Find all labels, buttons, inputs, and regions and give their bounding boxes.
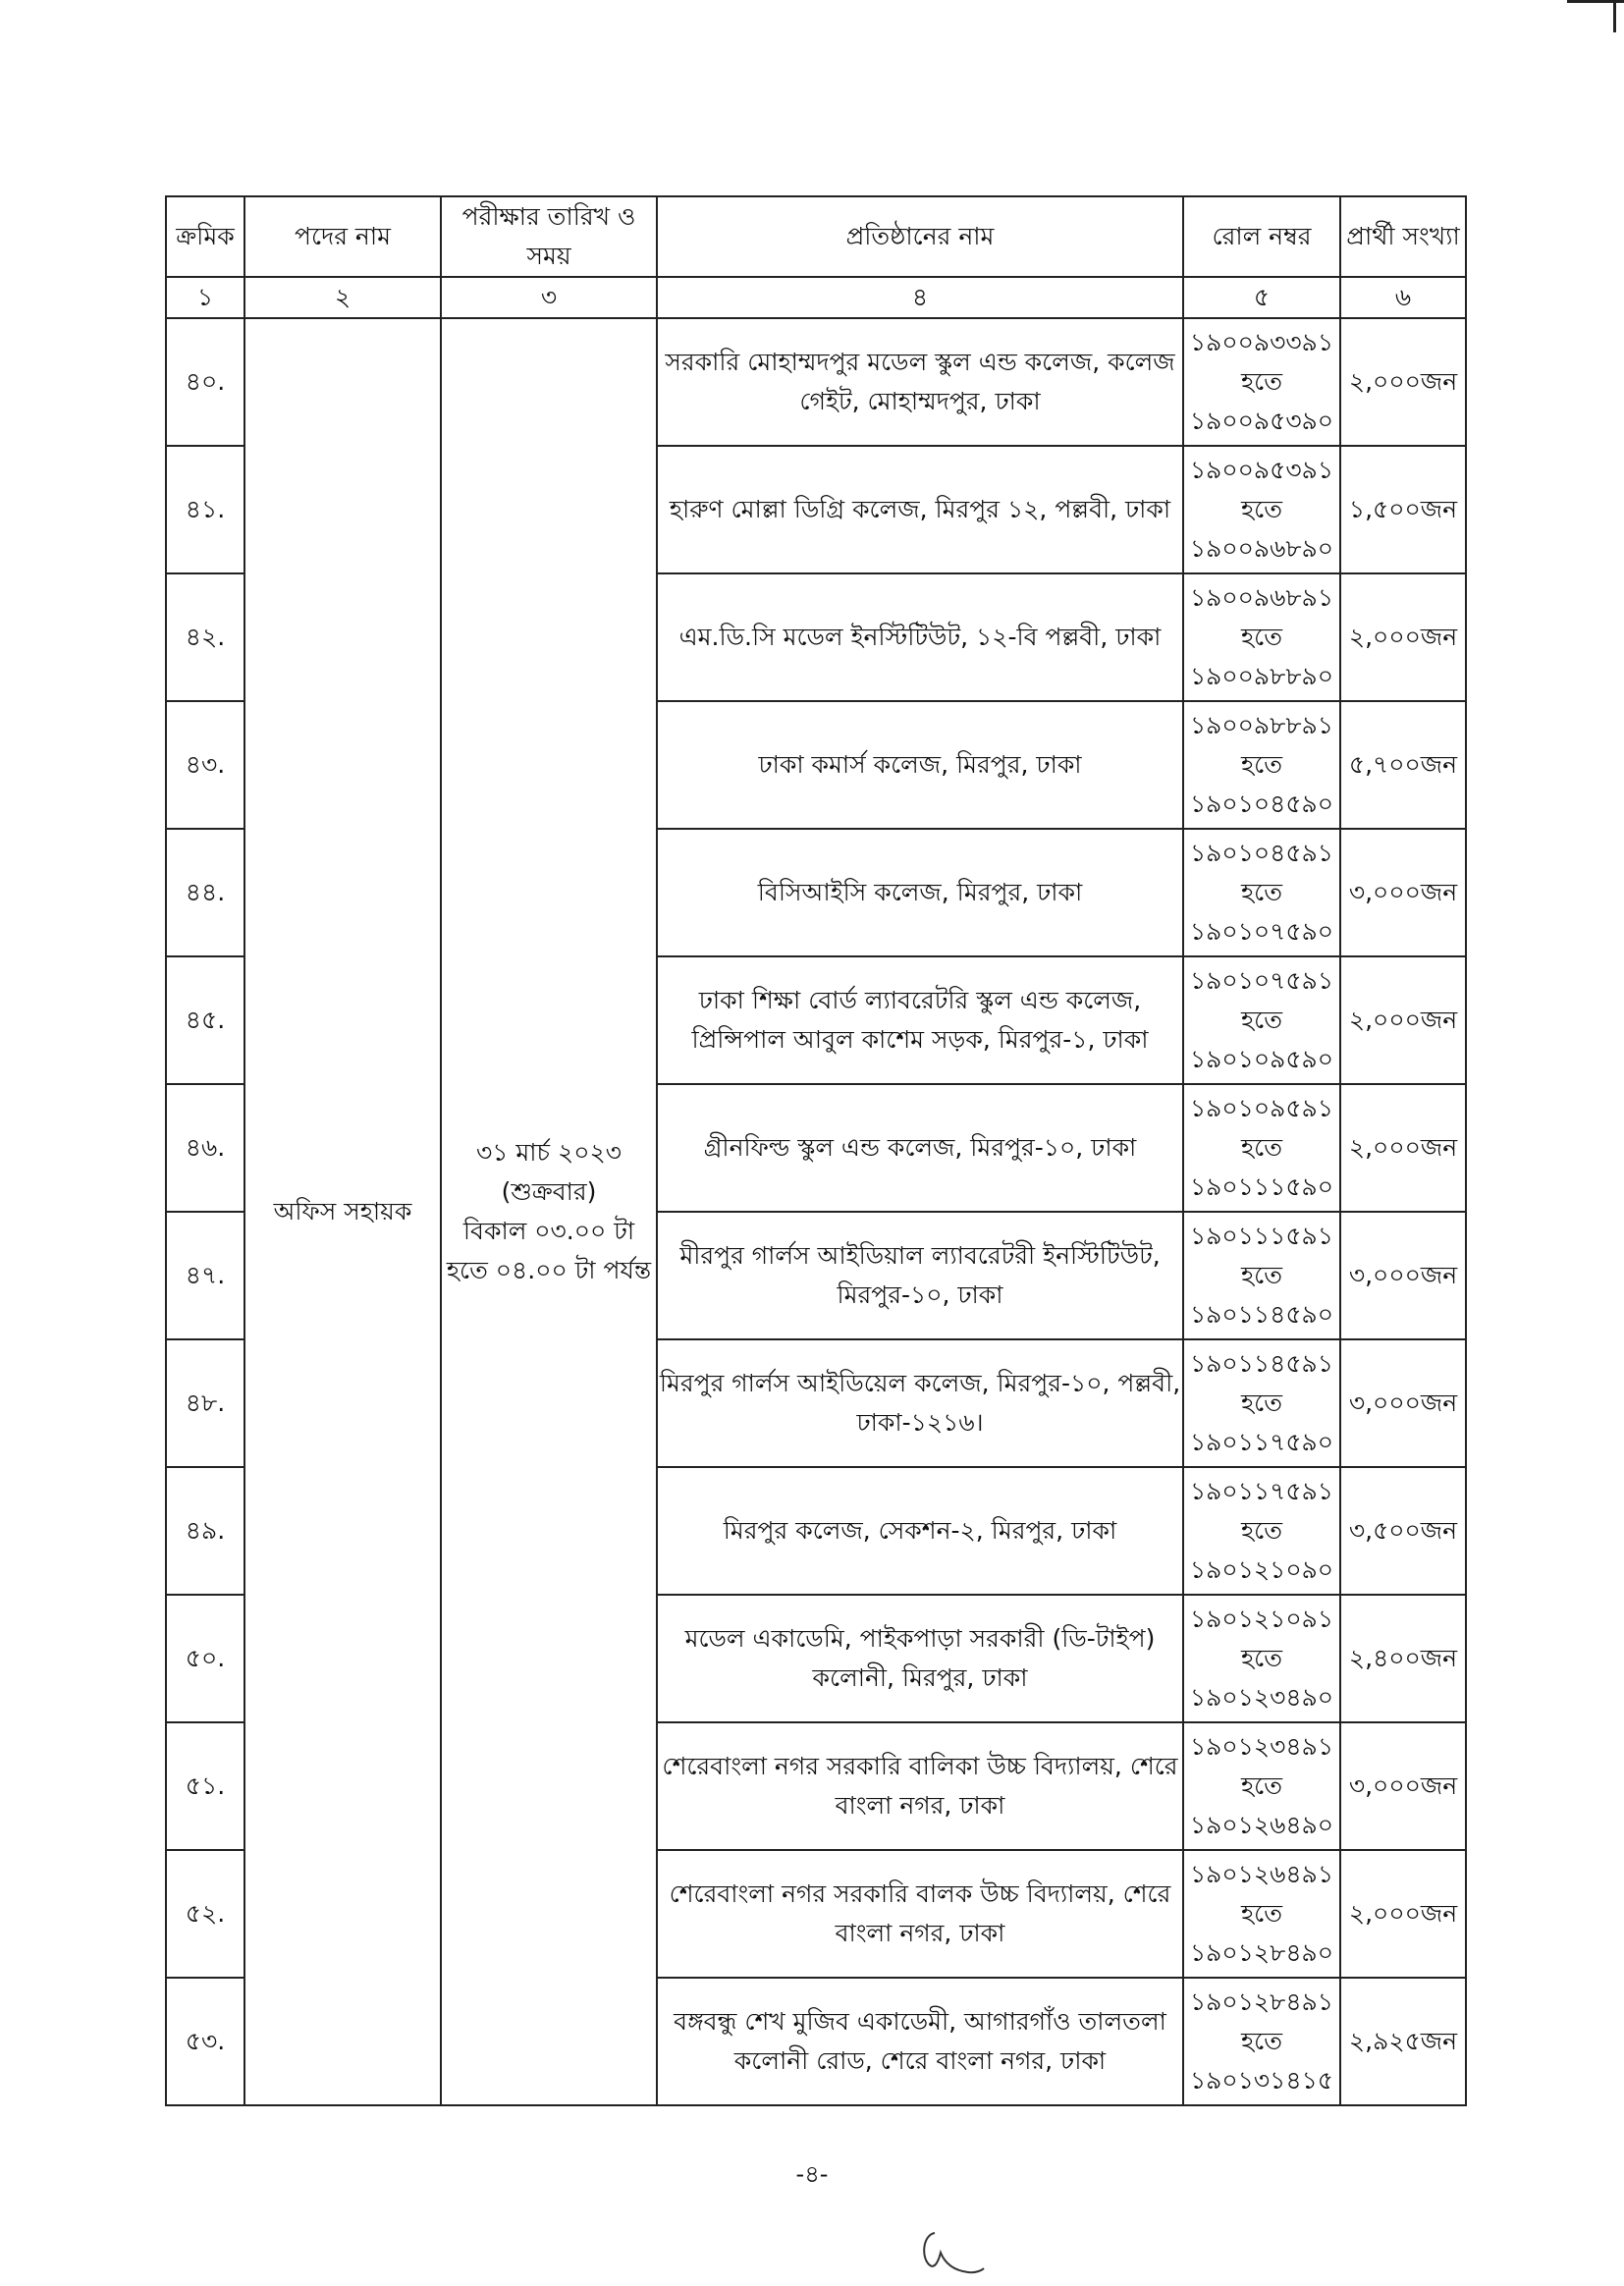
roll-from: ১৯০১০৯৫৯১ <box>1189 1094 1334 1122</box>
roll-range-cell <box>1183 573 1340 701</box>
serial-cell <box>166 701 244 829</box>
institution-name: শেরেবাংলা নগর সরকারি বালক উচ্চ বিদ্যালয়, শেরে বাংলা নগর, ঢাকা <box>669 1879 1171 1947</box>
roll-connector: হতে <box>1241 495 1282 523</box>
institution-name: ঢাকা শিক্ষা বোর্ড ল্যাবরেটরি স্কুল এন্ড কলেজ, প্রিন্সিপাল আবুল কাশেম সড়ক, মিরপুর-১, ঢাকা <box>691 986 1149 1054</box>
table-row <box>166 318 1466 446</box>
candidate-count: ৩,০০০জন <box>1348 878 1458 906</box>
institution-name: হারুণ মোল্লা ডিগ্রি কলেজ, মিরপুর ১২, পল্লবী, ঢাকা <box>669 495 1171 523</box>
serial-number: ৪১. <box>185 495 226 523</box>
candidate-count: ২,০০০জন <box>1348 1006 1458 1034</box>
serial-cell <box>166 318 244 446</box>
roll-to: ১৯০১১১৫৯০ <box>1189 1172 1334 1201</box>
candidate-count-cell <box>1340 956 1466 1084</box>
roll-connector: হতে <box>1241 1133 1282 1162</box>
column-number: ৫ <box>1183 277 1340 318</box>
serial-cell <box>166 1339 244 1467</box>
serial-cell <box>166 1595 244 1722</box>
candidate-count: ৩,০০০জন <box>1348 1771 1458 1800</box>
institution-cell <box>657 318 1183 446</box>
institution-cell <box>657 701 1183 829</box>
header-serial: ক্রমিক <box>166 196 244 277</box>
roll-to: ১৯০০৯৫৩৯০ <box>1189 407 1334 435</box>
candidate-count-cell <box>1340 318 1466 446</box>
roll-range-cell <box>1183 1084 1340 1212</box>
candidate-count: ৩,০০০জন <box>1348 1388 1458 1417</box>
roll-from: ১৯০০৯৮৮৯১ <box>1189 711 1334 739</box>
roll-to: ১৯০১২৬৪৯০ <box>1189 1811 1334 1839</box>
column-number: ২ <box>244 277 441 318</box>
serial-number: ৪২. <box>185 623 226 651</box>
candidate-count: ৩,০০০জন <box>1348 1261 1458 1289</box>
candidate-count: ৫,৭০০জন <box>1348 750 1458 779</box>
roll-from: ১৯০০৯৫৩৯১ <box>1189 456 1334 484</box>
roll-connector: হতে <box>1241 1516 1282 1545</box>
candidate-count: ২,৯২৫জন <box>1348 2027 1458 2055</box>
column-number: ৬ <box>1340 277 1466 318</box>
roll-from: ১৯০১২৮৪৯১ <box>1189 1987 1334 2016</box>
serial-number: ৫২. <box>185 1899 226 1928</box>
roll-range-cell <box>1183 1212 1340 1339</box>
institution-cell <box>657 1978 1183 2105</box>
exam-date-line1: ৩১ মার্চ ২০২৩ <box>475 1138 622 1167</box>
corner-mark <box>1567 0 1624 38</box>
roll-to: ১৯০০৯৬৮৯০ <box>1189 534 1334 563</box>
header-row <box>166 196 1466 277</box>
serial-number: ৪৯. <box>185 1516 226 1545</box>
serial-number: ৪৪. <box>185 878 226 906</box>
institution-cell <box>657 1212 1183 1339</box>
institution-name: শেরেবাংলা নগর সরকারি বালিকা উচ্চ বিদ্যালয়, শেরে বাংলা নগর, ঢাকা <box>662 1752 1178 1820</box>
roll-connector: হতে <box>1241 2027 1282 2055</box>
roll-range-cell <box>1183 829 1340 956</box>
post-name: অফিস সহায়ক <box>273 1197 412 1225</box>
roll-to: ১৯০১১৪৫৯০ <box>1189 1300 1334 1329</box>
institution-name: গ্রীনফিল্ড স্কুল এন্ড কলেজ, মিরপুর-১০, ঢাকা <box>703 1133 1137 1162</box>
candidate-count-cell <box>1340 1467 1466 1595</box>
serial-cell <box>166 1722 244 1850</box>
roll-connector: হতে <box>1241 1006 1282 1034</box>
roll-from: ১৯০১১৭৫৯১ <box>1189 1477 1334 1505</box>
candidate-count: ২,০০০জন <box>1348 1899 1458 1928</box>
serial-number: ৫১. <box>185 1771 226 1800</box>
institution-cell <box>657 956 1183 1084</box>
header-count: প্রার্থী সংখ্যা <box>1340 196 1466 277</box>
header-roll: রোল নম্বর <box>1183 196 1340 277</box>
institution-name: এম.ডি.সি মডেল ইনস্টিটিউট, ১২-বি পল্লবী, ঢাকা <box>678 623 1162 651</box>
post-cell <box>244 318 441 2105</box>
institution-name: ঢাকা কমার্স কলেজ, মিরপুর, ঢাকা <box>758 750 1082 779</box>
candidate-count: ২,০০০জন <box>1348 623 1458 651</box>
roll-range-cell <box>1183 1978 1340 2105</box>
institution-name: মডেল একাডেমি, পাইকপাড়া সরকারী (ডি-টাইপ) কলোনী, মিরপুর, ঢাকা <box>684 1624 1156 1692</box>
roll-from: ১৯০১০৭৫৯১ <box>1189 966 1334 995</box>
roll-connector: হতে <box>1241 1388 1282 1417</box>
roll-range-cell <box>1183 701 1340 829</box>
roll-range-cell <box>1183 1595 1340 1722</box>
candidate-count-cell <box>1340 1212 1466 1339</box>
roll-from: ১৯০১২৩৪৯১ <box>1189 1732 1334 1761</box>
column-number: ৩ <box>441 277 657 318</box>
roll-from: ১৯০১০৪৫৯১ <box>1189 839 1334 867</box>
column-number: ৪ <box>657 277 1183 318</box>
header-post: পদের নাম <box>244 196 441 277</box>
roll-range-cell <box>1183 318 1340 446</box>
serial-number: ৪৫. <box>185 1006 226 1034</box>
roll-to: ১৯০১১৭৫৯০ <box>1189 1428 1334 1456</box>
roll-connector: হতে <box>1241 623 1282 651</box>
exam-date-cell <box>441 318 657 2105</box>
candidate-count: ৩,৫০০জন <box>1348 1516 1458 1545</box>
roll-to: ১৯০১৩১৪১৫ <box>1189 2066 1334 2095</box>
serial-cell <box>166 829 244 956</box>
institution-name: বঙ্গবন্ধু শেখ মুজিব একাডেমী, আগারগাঁও তালতলা কলোনী রোড, শেরে বাংলা নগর, ঢাকা <box>674 2007 1166 2075</box>
serial-number: ৫৩. <box>185 2027 226 2055</box>
roll-range-cell <box>1183 1339 1340 1467</box>
candidate-count: ২,০০০জন <box>1348 367 1458 396</box>
institution-cell <box>657 1850 1183 1978</box>
roll-to: ১৯০১২৩৪৯০ <box>1189 1683 1334 1712</box>
candidate-count-cell <box>1340 1850 1466 1978</box>
roll-to: ১৯০০৯৮৮৯০ <box>1189 662 1334 690</box>
roll-connector: হতে <box>1241 750 1282 779</box>
serial-cell <box>166 1467 244 1595</box>
roll-connector: হতে <box>1241 1644 1282 1672</box>
roll-range-cell <box>1183 956 1340 1084</box>
roll-from: ১৯০০৯৬৮৯১ <box>1189 583 1334 612</box>
candidate-count-cell <box>1340 829 1466 956</box>
institution-cell <box>657 446 1183 573</box>
institution-cell <box>657 1339 1183 1467</box>
roll-to: ১৯০১২১০৯০ <box>1189 1555 1334 1584</box>
serial-number: ৪৮. <box>185 1388 226 1417</box>
roll-connector: হতে <box>1241 367 1282 396</box>
roll-connector: হতে <box>1241 878 1282 906</box>
institution-cell <box>657 829 1183 956</box>
institution-name: বিসিআইসি কলেজ, মিরপুর, ঢাকা <box>757 878 1083 906</box>
candidate-count: ২,০০০জন <box>1348 1133 1458 1162</box>
serial-cell <box>166 573 244 701</box>
serial-number: ৫০. <box>185 1644 226 1672</box>
roll-range-cell <box>1183 1722 1340 1850</box>
serial-cell <box>166 1978 244 2105</box>
roll-connector: হতে <box>1241 1261 1282 1289</box>
candidate-count-cell <box>1340 1978 1466 2105</box>
institution-name: মিরপুর গার্লস আইডিয়েল কলেজ, মিরপুর-১০, পল্লবী, ঢাকা-১২১৬। <box>659 1369 1181 1437</box>
candidate-count: ১,৫০০জন <box>1348 495 1458 523</box>
serial-number: ৪৭. <box>185 1261 226 1289</box>
roll-to: ১৯০১০৪৫৯০ <box>1189 789 1334 818</box>
initial-signature <box>913 2221 992 2280</box>
roll-to: ১৯০১০৯৫৯০ <box>1189 1045 1334 1073</box>
candidate-count-cell <box>1340 1339 1466 1467</box>
serial-number: ৪৩. <box>185 750 226 779</box>
roll-from: ১৯০১২৬৪৯১ <box>1189 1860 1334 1888</box>
roll-from: ১৯০০৯৩৩৯১ <box>1189 328 1334 356</box>
institution-cell <box>657 1084 1183 1212</box>
roll-connector: হতে <box>1241 1771 1282 1800</box>
serial-cell <box>166 1850 244 1978</box>
candidate-count-cell <box>1340 1084 1466 1212</box>
page-number: -৪- <box>795 2160 829 2188</box>
exam-date-line3: বিকাল ০৩.০০ টা <box>462 1217 635 1245</box>
institution-cell <box>657 1595 1183 1722</box>
exam-schedule-table <box>165 195 1467 2106</box>
institution-name: মিরপুর কলেজ, সেকশন-২, মিরপুর, ঢাকা <box>723 1516 1117 1545</box>
roll-from: ১৯০১২১০৯১ <box>1189 1605 1334 1633</box>
roll-from: ১৯০১১৪৫৯১ <box>1189 1349 1334 1378</box>
column-number-row <box>166 277 1466 318</box>
roll-range-cell <box>1183 1850 1340 1978</box>
institution-name: মীরপুর গার্লস আইডিয়াল ল্যাবরেটরী ইনস্টিটিউট, মিরপুর-১০, ঢাকা <box>679 1241 1161 1309</box>
serial-cell <box>166 446 244 573</box>
institution-cell <box>657 1467 1183 1595</box>
header-institution: প্রতিষ্ঠানের নাম <box>657 196 1183 277</box>
serial-number: ৪৬. <box>185 1133 226 1162</box>
candidate-count-cell <box>1340 1722 1466 1850</box>
exam-date-line4: হতে ০৪.০০ টা পর্যন্ত <box>446 1256 652 1284</box>
serial-cell <box>166 1212 244 1339</box>
roll-to: ১৯০১২৮৪৯০ <box>1189 1938 1334 1967</box>
roll-to: ১৯০১০৭৫৯০ <box>1189 917 1334 946</box>
serial-cell <box>166 956 244 1084</box>
roll-range-cell <box>1183 446 1340 573</box>
header-date: পরীক্ষার তারিখ ও সময় <box>441 196 657 277</box>
institution-cell <box>657 1722 1183 1850</box>
roll-connector: হতে <box>1241 1899 1282 1928</box>
candidate-count-cell <box>1340 1595 1466 1722</box>
serial-number: ৪০. <box>185 367 226 396</box>
column-number: ১ <box>166 277 244 318</box>
exam-date-line2: (শুক্রবার) <box>501 1177 597 1206</box>
roll-from: ১৯০১১১৫৯১ <box>1189 1222 1334 1250</box>
serial-cell <box>166 1084 244 1212</box>
candidate-count-cell <box>1340 701 1466 829</box>
candidate-count-cell <box>1340 573 1466 701</box>
roll-range-cell <box>1183 1467 1340 1595</box>
candidate-count-cell <box>1340 446 1466 573</box>
institution-cell <box>657 573 1183 701</box>
candidate-count: ২,৪০০জন <box>1348 1644 1458 1672</box>
institution-name: সরকারি মোহাম্মদপুর মডেল স্কুল এন্ড কলেজ, কলেজ গেইট, মোহাম্মদপুর, ঢাকা <box>665 348 1175 415</box>
